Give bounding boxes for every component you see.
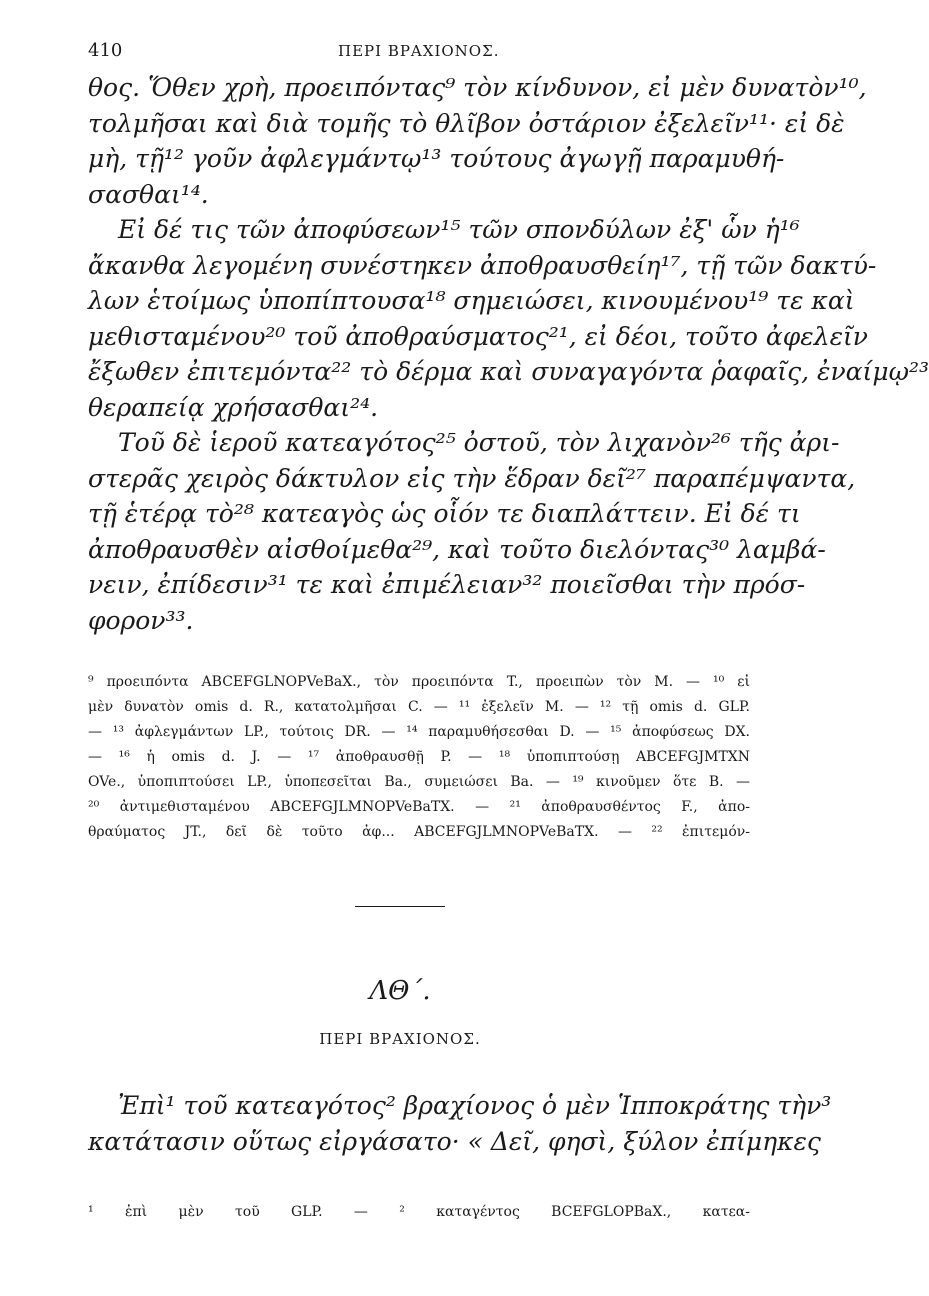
- footnote-line: — ¹⁶ ἡ omis d. J. — ¹⁷ ἀποθραυσθῇ P. — ¹⁸ ὑποπιπτούσῃ ABCEFGJMTXN: [88, 749, 750, 765]
- main-text: [88, 70, 929, 638]
- chapter-title: ΠΕΡΙ ΒΡΑΧΙΟΝΟΣ.: [319, 1030, 481, 1048]
- page-number: 410: [88, 40, 123, 61]
- text-line: ἄκανθα λεγομένη συνέστηκεν ἀποθραυσθείη¹⁷, τῇ τῶν δακτύ-: [88, 250, 877, 280]
- footnote-line: OVe., ὑποπιπτούσει LP., ὑποπεσεῖται Ba., συμειώσει Ba. — ¹⁹ κινοῦμεν ὅτε B. —: [88, 774, 750, 790]
- text-line: νειν, ἐπίδεσιν³¹ τε καὶ ἐπιμέλειαν³² ποιεῖσθαι τὴν πρόσ-: [88, 570, 806, 599]
- chapter-number: ΛΘ΄.: [369, 976, 431, 1006]
- footnote-line: μὲν δυνατὸν omis d. R., κατατολμῆσαι C. — ¹¹ ἐξελεῖν M. — ¹² τῇ omis d. GLP.: [88, 699, 750, 715]
- text-line: μεθισταμένου²⁰ τοῦ ἀποθραύσματος²¹, εἰ δέοι, τοῦτο ἀφελεῖν: [88, 321, 868, 351]
- footnote-line: ²⁰ ἀντιμεθισταμένου ABCEFGJLMNOPVeBaTX. — ²¹ ἀποθραυσθέντος F., ἀπο-: [88, 799, 750, 815]
- text-line: τολμῆσαι καὶ διὰ τομῆς τὸ θλῖβον ὀστάριον ἐξελεῖν¹¹· εἰ δὲ: [88, 108, 845, 138]
- text-line: τῇ ἑτέρᾳ τὸ²⁸ κατεαγὸς ὡς οἷόν τε διαπλάττειν. Εἰ δέ τι: [88, 499, 801, 528]
- text-line: Τοῦ δὲ ἱεροῦ κατεαγότος²⁵ ὀστοῦ, τὸν λιχανὸν²⁶ τῆς ἀρι-: [118, 428, 840, 457]
- footnote-line: ⁹ προειπόντα ABCEFGLNOPVeBaX., τὸν προειπόντα T., προειπὼν τὸν M. — ¹⁰ εἰ: [88, 674, 750, 690]
- chapter-text: [88, 1088, 832, 1159]
- section-divider: [355, 906, 445, 907]
- text-line: φορον³³.: [88, 605, 194, 635]
- text-line: μὴ, τῇ¹² γοῦν ἀφλεγμάντῳ¹³ τούτους ἀγωγῇ παραμυθή-: [88, 144, 785, 173]
- footnote-line: ¹ ἐπὶ μὲν τοῦ GLP. — ² καταγέντος BCEFGLOPBaX., κατεα-: [88, 1204, 750, 1220]
- text-line: Εἰ δέ τις τῶν ἀποφύσεων¹⁵ τῶν σπονδύλων ἐξ' ὧν ἡ¹⁶: [118, 215, 800, 244]
- chapter-footnotes: [88, 1200, 750, 1225]
- footnote-line: — ¹³ ἀφλεγμάντων LP., τούτοις DR. — ¹⁴ παραμυθήσεσθαι D. — ¹⁵ ἀποφύσεως DX.: [88, 724, 750, 740]
- text-line: σασθαι¹⁴.: [88, 179, 209, 209]
- running-title: ΠΕΡΙ ΒΡΑΧΙΟΝΟΣ.: [338, 42, 500, 60]
- footnote-line: θραύματος JT., δεῖ δὲ τοῦτο ἀφ... ABCEFGJLMNOPVeBaTX. — ²² ἐπιτεμόν-: [88, 824, 750, 840]
- text-line: ἔξωθεν ἐπιτεμόντα²² τὸ δέρμα καὶ συναγαγόντα ῥαφαῖς, ἐναίμῳ²³: [88, 357, 929, 386]
- text-line: στερᾶς χειρὸς δάκτυλον εἰς τὴν ἕδραν δεῖ²⁷ παραπέμψαντα,: [88, 463, 856, 493]
- text-line: θεραπείᾳ χρήσασθαι²⁴.: [88, 392, 379, 422]
- text-line: λων ἑτοίμως ὑποπίπτουσα¹⁸ σημειώσει, κινουμένου¹⁹ τε καὶ: [88, 286, 855, 315]
- text-line: θος. Ὅθεν χρὴ, προειπόντας⁹ τὸν κίνδυνον, εἰ μὲν δυνατὸν¹⁰,: [88, 73, 867, 102]
- text-line: κατάτασιν οὕτως εἰργάσατο· « Δεῖ, φησὶ, ξύλον ἐπίμηκες: [88, 1126, 821, 1156]
- footnotes: [88, 670, 750, 845]
- text-line: Ἐπὶ¹ τοῦ κατεαγότος² βραχίονος ὁ μὲν Ἱπποκράτης τὴν³: [118, 1091, 832, 1120]
- page-header: [88, 40, 770, 68]
- text-line: ἀποθραυσθὲν αἰσθοίμεθα²⁹, καὶ τοῦτο διελόντας³⁰ λαμβά-: [88, 534, 826, 564]
